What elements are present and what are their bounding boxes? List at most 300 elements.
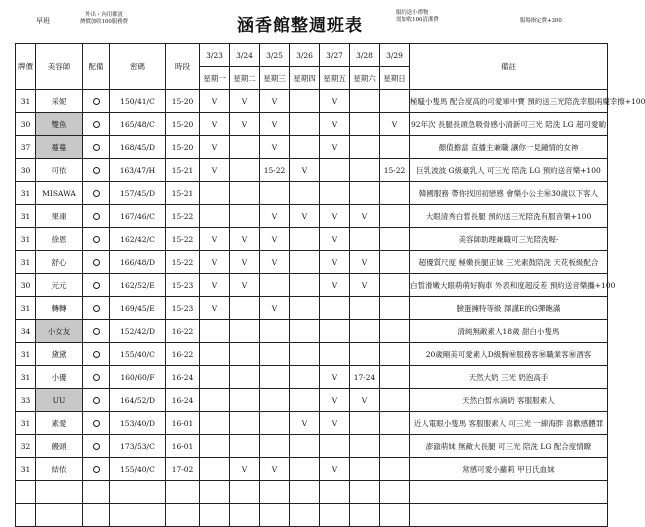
special-cell — [83, 366, 110, 389]
special-cell — [83, 136, 110, 159]
day-cell — [380, 90, 410, 113]
price-cell: 37 — [16, 136, 36, 159]
weekday-header: 星期三 — [260, 67, 290, 90]
day-cell — [380, 274, 410, 297]
day-cell: V — [230, 458, 260, 481]
schedule-table — [15, 43, 645, 527]
empty-cell — [290, 504, 320, 527]
name-cell: MISAWA — [36, 182, 83, 205]
header-note-left-line2: 擠價加收100服務費 — [80, 19, 129, 25]
col-time-header: 時段 — [166, 44, 200, 90]
special-cell — [83, 435, 110, 458]
day-cell — [350, 182, 380, 205]
table-row — [16, 182, 608, 205]
day-cell — [380, 366, 410, 389]
day-cell — [230, 182, 260, 205]
note-cell: 20歲剛美可愛素人D級胸㊙服務客㊙職業客㊙酒客 — [410, 343, 608, 366]
day-cell: V — [230, 274, 260, 297]
code-cell: 155/40/C — [110, 343, 166, 366]
price-cell: 33 — [16, 389, 36, 412]
date-header: 3/25 — [260, 44, 290, 67]
day-cell — [200, 412, 230, 435]
empty-cell — [200, 504, 230, 527]
day-cell — [200, 343, 230, 366]
day-cell — [320, 435, 350, 458]
day-cell — [260, 274, 290, 297]
code-cell: 155/40/C — [110, 458, 166, 481]
shift-label: 早班 — [36, 17, 50, 25]
header-note-right-line2: 需加收100清潔費 — [396, 17, 439, 23]
special-cell — [83, 412, 110, 435]
day-cell — [380, 343, 410, 366]
code-cell: 163/47/H — [110, 159, 166, 182]
date-header: 3/27 — [320, 44, 350, 67]
price-cell: 31 — [16, 458, 36, 481]
day-cell — [380, 205, 410, 228]
weekday-header: 星期日 — [380, 67, 410, 90]
circle-icon — [93, 420, 100, 427]
col-name-header: 美容師 — [36, 44, 83, 90]
price-cell: 32 — [16, 435, 36, 458]
day-cell — [200, 205, 230, 228]
empty-cell — [83, 504, 110, 527]
day-cell: V — [260, 228, 290, 251]
empty-cell — [260, 504, 290, 527]
date-header: 3/26 — [290, 44, 320, 67]
empty-cell — [410, 481, 608, 504]
day-cell — [200, 389, 230, 412]
day-cell — [230, 343, 260, 366]
empty-cell — [110, 481, 166, 504]
header-note-left-line1: 外出・內用都賓 — [85, 12, 123, 18]
day-cell: V — [200, 113, 230, 136]
day-cell: V — [200, 297, 230, 320]
table-row — [16, 228, 608, 251]
day-cell — [230, 366, 260, 389]
price-cell: 31 — [16, 182, 36, 205]
schedule-rows — [16, 90, 645, 527]
name-cell: 采妮 — [36, 90, 83, 113]
time-cell: 15-22 — [166, 251, 200, 274]
empty-cell — [350, 481, 380, 504]
empty-cell — [290, 481, 320, 504]
table-row — [16, 366, 608, 389]
table-row — [16, 389, 608, 412]
day-cell: 15-22 — [380, 159, 410, 182]
day-cell: V — [320, 228, 350, 251]
name-cell: 可依 — [36, 159, 83, 182]
time-cell: 16-01 — [166, 412, 200, 435]
circle-icon — [93, 259, 100, 266]
time-cell: 16-01 — [166, 435, 200, 458]
day-cell — [290, 458, 320, 481]
day-cell — [230, 435, 260, 458]
day-cell — [290, 251, 320, 274]
empty-cell — [200, 481, 230, 504]
day-cell: V — [350, 389, 380, 412]
day-cell: V — [320, 458, 350, 481]
name-cell: 結依 — [36, 458, 83, 481]
day-cell — [290, 136, 320, 159]
table-row — [16, 90, 608, 113]
day-cell — [230, 320, 260, 343]
empty-cell — [166, 504, 200, 527]
day-cell — [260, 389, 290, 412]
price-cell: 31 — [16, 205, 36, 228]
time-cell: 15-23 — [166, 297, 200, 320]
day-cell: V — [260, 113, 290, 136]
date-header: 3/28 — [350, 44, 380, 67]
name-cell: 素愛 — [36, 412, 83, 435]
day-cell — [230, 412, 260, 435]
empty-cell — [166, 481, 200, 504]
day-cell — [230, 297, 260, 320]
day-cell — [350, 159, 380, 182]
table-row — [16, 435, 608, 458]
day-cell — [350, 90, 380, 113]
day-cell — [290, 320, 320, 343]
note-cell: 巨乳波波 G級豪乳人 可三光 陪洗 LG 預約送音樂+100 — [410, 159, 608, 182]
note-cell: 天然白皙水滴奶 客服服素人 — [410, 389, 608, 412]
day-cell — [350, 320, 380, 343]
weekday-header: 星期一 — [200, 67, 230, 90]
day-cell: V — [230, 228, 260, 251]
empty-cell — [230, 504, 260, 527]
price-cell: 31 — [16, 251, 36, 274]
name-cell: 舒心 — [36, 251, 83, 274]
table-row — [16, 159, 608, 182]
day-cell — [290, 90, 320, 113]
day-cell — [380, 389, 410, 412]
table-row — [16, 297, 608, 320]
name-cell: 元元 — [36, 274, 83, 297]
table-row — [16, 320, 608, 343]
code-cell: 150/41/C — [110, 90, 166, 113]
day-cell — [290, 228, 320, 251]
code-cell: 165/48/C — [110, 113, 166, 136]
day-cell: V — [200, 228, 230, 251]
price-cell: 31 — [16, 90, 36, 113]
name-cell: 徐恩 — [36, 228, 83, 251]
day-cell: V — [320, 205, 350, 228]
day-cell — [200, 435, 230, 458]
code-cell: 162/42/C — [110, 228, 166, 251]
day-cell: V — [320, 90, 350, 113]
date-header: 3/29 — [380, 44, 410, 67]
table-row — [16, 343, 608, 366]
day-cell — [350, 136, 380, 159]
name-cell: UU — [36, 389, 83, 412]
day-cell: V — [350, 274, 380, 297]
day-cell — [200, 366, 230, 389]
table-row — [16, 274, 608, 297]
circle-icon — [93, 374, 100, 381]
special-cell — [83, 343, 110, 366]
empty-cell — [320, 481, 350, 504]
special-cell — [83, 90, 110, 113]
circle-icon — [93, 98, 100, 105]
empty-cell — [36, 504, 83, 527]
empty-cell — [410, 504, 608, 527]
header-note-right-line1: 服約送小禮物 — [396, 10, 429, 16]
day-cell: V — [260, 297, 290, 320]
price-cell: 31 — [16, 366, 36, 389]
special-cell — [83, 182, 110, 205]
code-cell: 169/45/E — [110, 297, 166, 320]
price-cell: 30 — [16, 274, 36, 297]
day-cell: V — [200, 251, 230, 274]
day-cell — [380, 251, 410, 274]
time-cell: 15-21 — [166, 182, 200, 205]
code-cell: 166/48/D — [110, 251, 166, 274]
day-cell: V — [230, 251, 260, 274]
day-cell: V — [200, 159, 230, 182]
day-cell — [320, 182, 350, 205]
page-title: 涵香館整週班表 — [237, 16, 363, 36]
empty-cell — [260, 481, 290, 504]
day-cell — [290, 274, 320, 297]
day-cell — [230, 159, 260, 182]
name-cell: 黛黛 — [36, 343, 83, 366]
code-cell: 152/42/D — [110, 320, 166, 343]
day-cell — [260, 343, 290, 366]
day-cell — [380, 297, 410, 320]
day-cell — [380, 136, 410, 159]
special-cell — [83, 205, 110, 228]
time-cell: 15-21 — [166, 159, 200, 182]
name-cell: 小女友 — [36, 320, 83, 343]
day-cell: V — [290, 159, 320, 182]
circle-icon — [93, 397, 100, 404]
table-row — [16, 251, 608, 274]
empty-cell — [350, 504, 380, 527]
day-cell — [380, 435, 410, 458]
circle-icon — [93, 144, 100, 151]
code-cell: 167/46/C — [110, 205, 166, 228]
col-price-header: 牌價 — [16, 44, 36, 90]
day-cell: V — [320, 366, 350, 389]
day-cell — [230, 205, 260, 228]
day-cell — [350, 343, 380, 366]
time-cell: 16-22 — [166, 320, 200, 343]
special-cell — [83, 228, 110, 251]
table-row — [16, 205, 608, 228]
note-cell: 天然大奶 三光 奶泡高手 — [410, 366, 608, 389]
time-cell: 17-02 — [166, 458, 200, 481]
price-cell: 34 — [16, 320, 36, 343]
day-cell — [350, 297, 380, 320]
day-cell — [380, 228, 410, 251]
day-cell: V — [230, 90, 260, 113]
empty-cell — [16, 481, 36, 504]
note-cell: 常感可愛小蘿莉 甲日氏血妹 — [410, 458, 608, 481]
day-cell — [290, 343, 320, 366]
price-cell: 30 — [16, 159, 36, 182]
price-cell: 30 — [16, 113, 36, 136]
empty-row — [16, 481, 608, 504]
circle-icon — [93, 213, 100, 220]
day-cell — [230, 389, 260, 412]
weekday-header: 星期二 — [230, 67, 260, 90]
note-cell: 韓國服務 帶你找回初戀感 會樂小公主㊙30歲以下客人 — [410, 182, 608, 205]
day-cell: V — [320, 274, 350, 297]
code-cell: 173/53/C — [110, 435, 166, 458]
empty-cell — [230, 481, 260, 504]
name-cell: 轉轉 — [36, 297, 83, 320]
note-cell: 臉蛋擁特等級 澤謹E的G彈飽滿 — [410, 297, 608, 320]
table-row — [16, 458, 608, 481]
weekday-header: 星期五 — [320, 67, 350, 90]
day-cell — [290, 366, 320, 389]
note-cell: 92年次 長腿長頭急吸骨感小清新可三光 陪洗 LG 超可愛喲 — [410, 113, 608, 136]
special-cell — [83, 320, 110, 343]
circle-icon — [93, 328, 100, 335]
day-cell — [200, 182, 230, 205]
day-cell — [380, 182, 410, 205]
note-cell: 超優質尺度 極嫩長腿正妹 三光素鼓陪洗 天花板級配合 — [410, 251, 608, 274]
header-note-right — [396, 10, 439, 24]
day-cell — [260, 366, 290, 389]
time-cell: 15-22 — [166, 228, 200, 251]
note-cell: 白皙滑嫩大眼萌萌好胸車 外表和度超反差 預約送音樂攜+100 — [410, 274, 608, 297]
empty-cell — [83, 481, 110, 504]
note-cell: 美容師助理兼職可三光陪洗喔- — [410, 228, 608, 251]
code-cell: 157/45/D — [110, 182, 166, 205]
day-cell — [350, 458, 380, 481]
day-cell — [290, 182, 320, 205]
time-cell: 15-22 — [166, 205, 200, 228]
day-cell — [260, 435, 290, 458]
day-cell — [380, 458, 410, 481]
day-cell: V — [320, 136, 350, 159]
empty-cell — [16, 504, 36, 527]
price-cell: 31 — [16, 228, 36, 251]
note-cell: 近人電眼小隻馬 客服服素人 可三光 一線海胖 喜歡感體罪 — [410, 412, 608, 435]
time-cell: 15-20 — [166, 90, 200, 113]
special-cell — [83, 297, 110, 320]
empty-cell — [320, 504, 350, 527]
circle-icon — [93, 282, 100, 289]
day-cell: V — [260, 251, 290, 274]
empty-cell — [380, 504, 410, 527]
date-header-row — [16, 44, 608, 67]
price-cell: 31 — [16, 297, 36, 320]
empty-cell — [36, 481, 83, 504]
day-cell — [350, 228, 380, 251]
price-cell: 31 — [16, 343, 36, 366]
date-header: 3/24 — [230, 44, 260, 67]
day-cell — [320, 343, 350, 366]
day-cell: V — [350, 205, 380, 228]
day-cell — [260, 412, 290, 435]
time-cell: 15-20 — [166, 136, 200, 159]
day-cell: V — [320, 412, 350, 435]
circle-icon — [93, 305, 100, 312]
col-special-header: 配備 — [83, 44, 110, 90]
day-cell — [350, 435, 380, 458]
special-cell — [83, 113, 110, 136]
day-cell: 15-22 — [260, 159, 290, 182]
day-cell: V — [290, 412, 320, 435]
special-cell — [83, 159, 110, 182]
day-cell — [380, 320, 410, 343]
day-cell — [380, 412, 410, 435]
col-code-header: 密碼 — [110, 44, 166, 90]
weekday-header: 星期四 — [290, 67, 320, 90]
day-cell: V — [260, 205, 290, 228]
code-cell: 168/45/D — [110, 136, 166, 159]
name-cell: 果凍 — [36, 205, 83, 228]
day-cell — [290, 297, 320, 320]
day-cell: V — [260, 136, 290, 159]
day-cell — [350, 412, 380, 435]
day-cell: V — [320, 113, 350, 136]
day-cell: V — [230, 113, 260, 136]
day-cell — [230, 136, 260, 159]
day-cell — [260, 320, 290, 343]
day-cell — [320, 159, 350, 182]
table-row — [16, 136, 608, 159]
time-cell: 16-24 — [166, 366, 200, 389]
special-cell — [83, 458, 110, 481]
day-cell: V — [320, 251, 350, 274]
name-cell: 蔓蔓 — [36, 136, 83, 159]
day-cell: V — [200, 90, 230, 113]
circle-icon — [93, 167, 100, 174]
day-cell: V — [260, 90, 290, 113]
table-row — [16, 412, 608, 435]
date-header: 3/23 — [200, 44, 230, 67]
name-cell: 饅頭 — [36, 435, 83, 458]
special-cell — [83, 274, 110, 297]
code-cell: 153/40/D — [110, 412, 166, 435]
note-cell: 清純無敵素人18歲 甜白小隻馬 — [410, 320, 608, 343]
day-cell — [350, 113, 380, 136]
circle-icon — [93, 236, 100, 243]
circle-icon — [93, 443, 100, 450]
code-cell: 160/60/F — [110, 366, 166, 389]
code-cell: 162/52/E — [110, 274, 166, 297]
circle-icon — [93, 121, 100, 128]
note-cell: 顏值擔當 直播主兼職 讓你一見鍾情的女神 — [410, 136, 608, 159]
weekday-header: 星期六 — [350, 67, 380, 90]
code-cell: 164/52/D — [110, 389, 166, 412]
name-cell: 雙魚 — [36, 113, 83, 136]
day-cell — [290, 435, 320, 458]
empty-cell — [110, 504, 166, 527]
empty-cell — [380, 481, 410, 504]
day-cell: V — [200, 136, 230, 159]
price-cell: 31 — [16, 412, 36, 435]
circle-icon — [93, 190, 100, 197]
day-cell — [320, 297, 350, 320]
circle-icon — [93, 351, 100, 358]
day-cell: V — [320, 389, 350, 412]
day-cell — [290, 113, 320, 136]
circle-icon — [93, 466, 100, 473]
day-cell: V — [380, 113, 410, 136]
day-cell — [200, 458, 230, 481]
day-cell: V — [290, 205, 320, 228]
time-cell: 16-24 — [166, 389, 200, 412]
note-cell: 澎澈萌妹 無敵大長腿 可三光 陪洗 LG 配合度情瞭 — [410, 435, 608, 458]
header-note-far-right: 服場指定費+300 — [520, 18, 562, 24]
day-cell — [200, 320, 230, 343]
name-cell: 小優 — [36, 366, 83, 389]
day-cell — [290, 389, 320, 412]
col-notes-header: 備註 — [410, 44, 608, 90]
special-cell — [83, 251, 110, 274]
